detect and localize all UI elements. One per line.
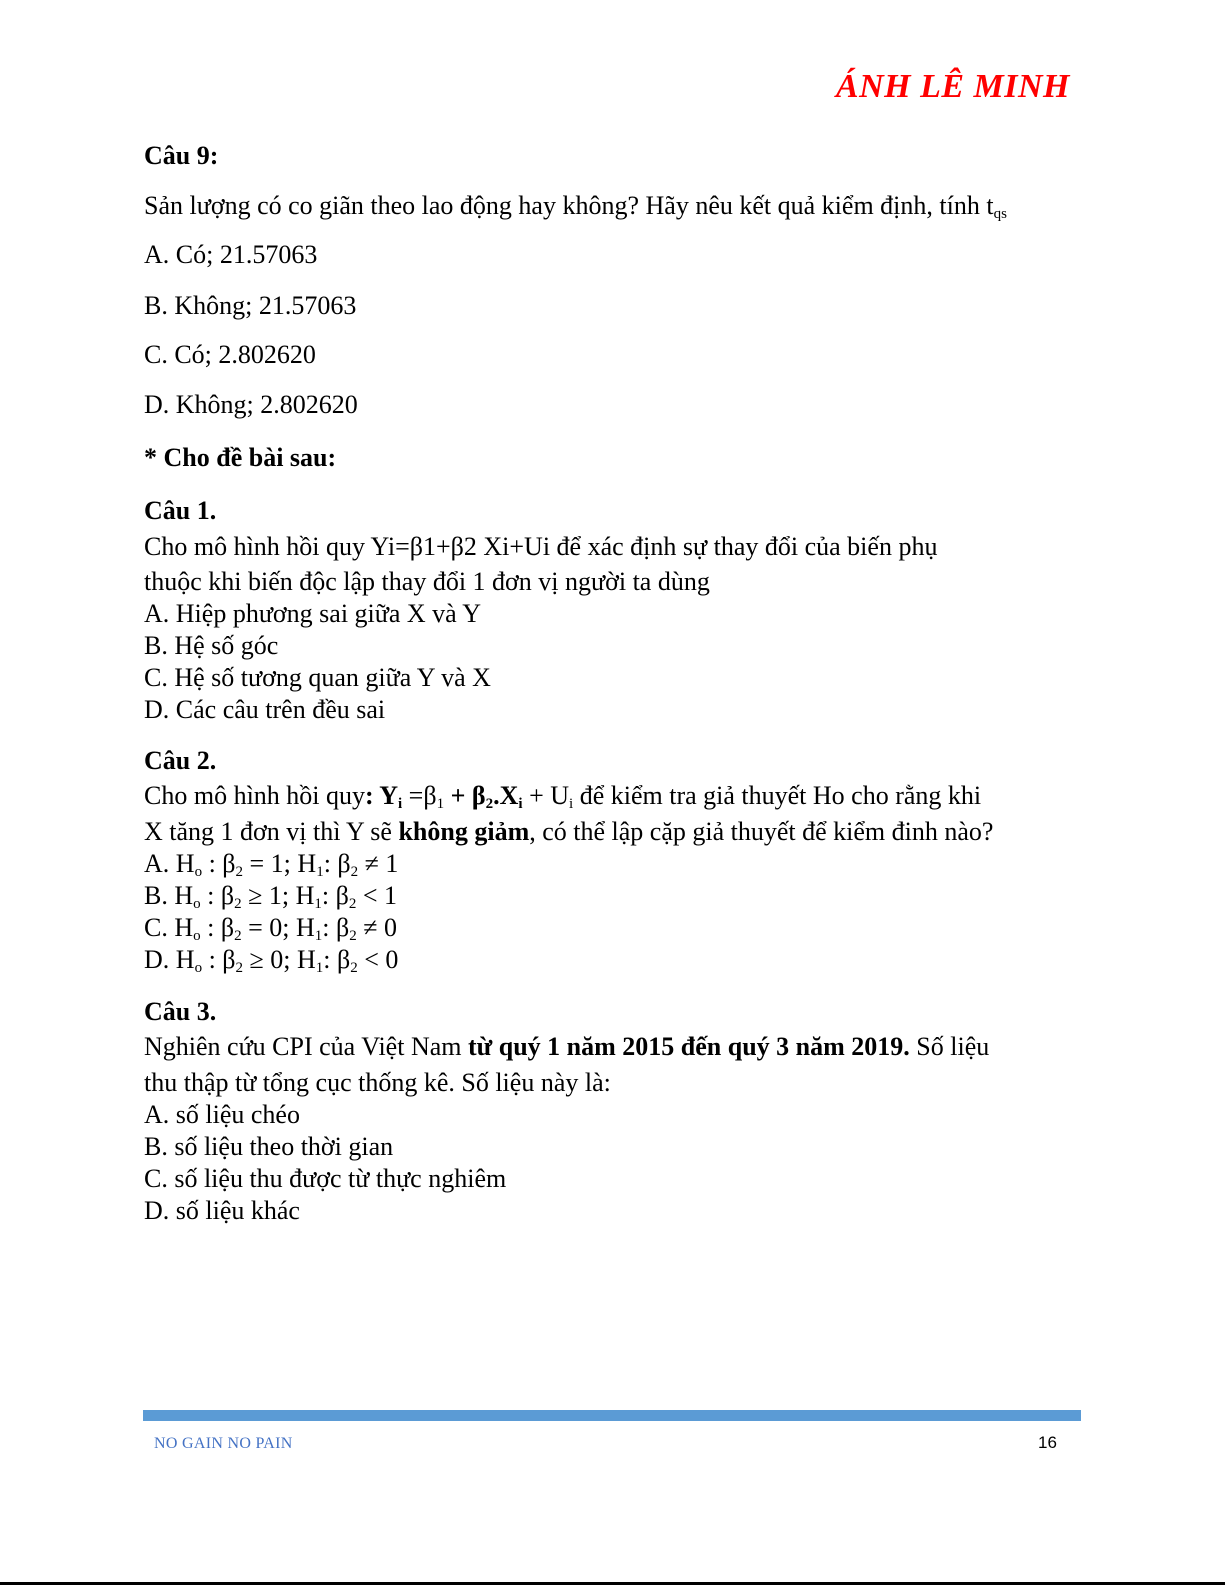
q2-text: , có thể lập cặp giả thuyết để kiểm đinh nào?: [529, 817, 994, 846]
footer-divider: [143, 1410, 1081, 1421]
q9-option: D. Không; 2.802620: [144, 390, 358, 419]
q2-option-text: : β: [323, 945, 351, 974]
q2-plus: +: [444, 781, 472, 810]
q1-question-line1: Cho mô hình hồi quy Yi=β1+β2 Xi+Ui để xác định sự thay đổi của biến phụ: [144, 532, 938, 561]
q2-option-sub: o: [193, 896, 201, 912]
q2-beta2: β: [471, 781, 486, 810]
q2-option-sub: 1: [315, 960, 324, 976]
q2-option-sub: 2: [234, 928, 242, 944]
q3-question-line1: [144, 1031, 1084, 1063]
q2-option: [144, 944, 1084, 976]
q2-colon: :: [365, 781, 380, 810]
q2-option-text: = 1; H: [243, 849, 317, 878]
q3-option: C. số liệu thu được từ thực nghiêm: [144, 1164, 507, 1193]
q2-var-x: .X: [493, 781, 519, 810]
q2-option-text: C. H: [144, 913, 194, 942]
q1-option: A. Hiệp phương sai giữa X và Y: [144, 599, 482, 628]
q2-sub-1: 1: [436, 796, 445, 812]
q2-option-sub: 2: [350, 864, 359, 880]
q9-question-text: Sản lượng có co giãn theo lao động hay không? Hãy nêu kết quả kiểm định, tính t: [144, 191, 994, 220]
q2-text: Cho mô hình hồi quy: [144, 781, 366, 810]
q2-option-text: < 1: [356, 881, 397, 910]
q3-text: Nghiên cứu CPI của Việt Nam: [144, 1032, 468, 1061]
q2-option-text: : β: [202, 849, 236, 878]
q9-option: B. Không; 21.57063: [144, 291, 357, 320]
q1-option: C. Hệ số tương quan giữa Y và X: [144, 663, 491, 692]
q2-text: =β: [402, 781, 437, 810]
q2-text: + U: [522, 781, 570, 810]
q2-sub-2: 2: [485, 796, 494, 812]
q2-text: X tăng 1 đơn vị thì Y sẽ: [144, 817, 399, 846]
q9-option: A. Có; 21.57063: [144, 240, 318, 269]
q2-option-sub: 1: [314, 928, 323, 944]
q2-option-sub: 2: [235, 960, 244, 976]
q2-option-sub: o: [194, 960, 203, 976]
q2-option-text: < 0: [357, 945, 399, 974]
q3-title: Câu 3.: [144, 997, 217, 1026]
q9-question-subscript: qs: [993, 206, 1007, 222]
q2-option-sub: 2: [348, 896, 357, 912]
q2-option-text: ≠ 1: [358, 849, 399, 878]
q1-title: Câu 1.: [144, 496, 217, 525]
page-number: 16: [1038, 1433, 1057, 1452]
q2-option: [144, 880, 1084, 912]
q1-question-line2: thuộc khi biến độc lập thay đổi 1 đơn vị người ta dùng: [144, 567, 710, 596]
q3-text: Số liệu: [909, 1032, 990, 1061]
q2-option-text: : β: [202, 945, 236, 974]
q2-option-sub: 1: [316, 864, 324, 880]
q3-option: A. số liệu chéo: [144, 1100, 300, 1129]
q2-option-sub: o: [194, 864, 203, 880]
q1-option: D. Các câu trên đều sai: [144, 695, 386, 724]
q2-option-text: = 0; H: [241, 913, 315, 942]
q3-question-line2: thu thập từ tổng cục thống kê. Số liệu này là:: [144, 1068, 611, 1097]
q2-option-sub: 2: [234, 896, 242, 912]
q3-option: B. số liệu theo thời gian: [144, 1132, 394, 1161]
q2-option-sub: 2: [349, 928, 357, 944]
q3-emphasis: từ quý 1 năm 2015 đến quý 3 năm 2019.: [467, 1032, 910, 1061]
q2-title: Câu 2.: [144, 746, 217, 775]
q2-option-text: : β: [200, 913, 235, 942]
q2-sub-i: i: [398, 796, 403, 812]
q2-option-text: D. H: [144, 945, 195, 974]
q2-option-sub: 1: [314, 896, 322, 912]
q2-option-text: : β: [200, 881, 235, 910]
q2-option-text: A. H: [144, 849, 195, 878]
q2-option-sub: 2: [350, 960, 358, 976]
q9-question: [144, 190, 1084, 222]
q3-option: D. số liệu khác: [144, 1196, 300, 1225]
q2-question-line2: [144, 816, 1084, 848]
q2-var-y: Y: [379, 781, 398, 810]
q2-option-sub: o: [193, 928, 201, 944]
q2-option-text: ≥ 1; H: [241, 881, 315, 910]
q2-text: để kiểm tra giả thuyết Ho cho rằng khi: [573, 781, 982, 810]
intro-heading: * Cho đề bài sau:: [144, 443, 337, 472]
q2-option-sub: 2: [235, 864, 244, 880]
q2-option-text: : β: [323, 849, 351, 878]
q2-sub-i: i: [569, 796, 574, 812]
q2-sub-i: i: [518, 796, 523, 812]
q2-option-text: ≥ 0; H: [243, 945, 316, 974]
q2-option: [144, 848, 1084, 880]
q9-title: Câu 9:: [144, 141, 219, 170]
q2-emphasis: không giảm: [398, 817, 530, 846]
footer-motto: NO GAIN NO PAIN: [154, 1435, 293, 1452]
q2-question-line1: [144, 780, 1084, 812]
document-body: [144, 138, 1084, 1227]
q9-option: C. Có; 2.802620: [144, 340, 316, 369]
q2-option: [144, 912, 1084, 944]
q2-option-text: ≠ 0: [356, 913, 397, 942]
q1-option: B. Hệ số góc: [144, 631, 279, 660]
header-author: ÁNH LÊ MINH: [835, 68, 1070, 105]
q2-option-text: : β: [321, 881, 349, 910]
q2-option-text: B. H: [144, 881, 194, 910]
q2-option-text: : β: [322, 913, 350, 942]
